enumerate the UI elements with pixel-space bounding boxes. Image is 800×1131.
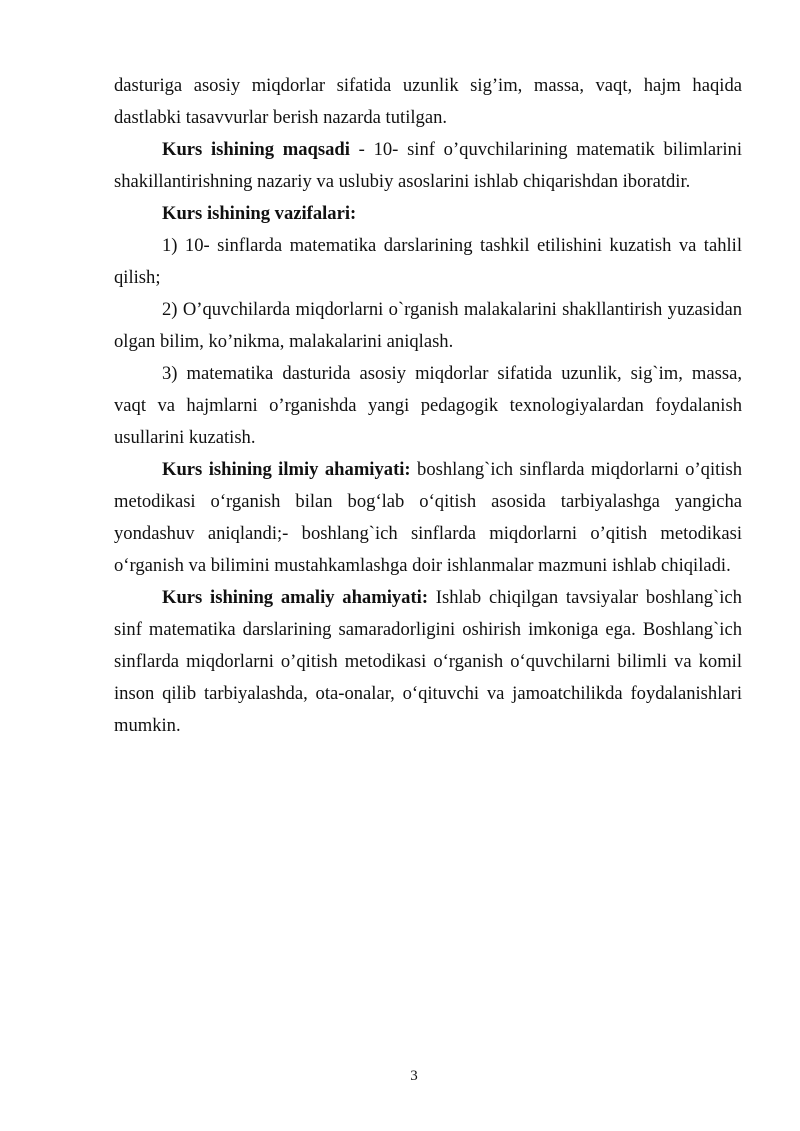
paragraph-task-2 — [114, 294, 742, 358]
paragraph-text: 2) O’quvchilarda miqdorlarni o`rganish malakalarini shakllantirish yuzasidan olgan bilim, ko’nikma, malakalarini aniqlash. — [114, 299, 742, 352]
paragraph-text: Ishlab chiqilgan tavsiyalar boshlang`ich sinf matematika darslarining samaradorligini oshirish imkoniga ega. Boshlang`ich sinflarda miqdorlarni o’qitish metodikasi o‘rganish o‘quvchilarni bilimli va komil inson qilib tarbiyalashda, ota-onalar, o‘qituvchi va jamoatchilikda foydalanishlari mumkin. — [114, 587, 742, 736]
paragraph-text: 3) matematika dasturida asosiy miqdorlar sifatida uzunlik, sig`im, massa, vaqt va hajmlarni o’rganishda yangi pedagogik texnologiyalardan foydalanish usullarini kuzatish. — [114, 363, 742, 448]
paragraph-tasks-heading — [114, 198, 742, 230]
document-body — [114, 70, 742, 742]
paragraph-heading: Kurs ishining ilmiy ahamiyati: — [162, 459, 411, 480]
paragraph-task-3 — [114, 358, 742, 454]
paragraph-goal — [114, 134, 742, 198]
paragraph-practical-significance — [114, 582, 742, 742]
paragraph-text: dasturiga asosiy miqdorlar sifatida uzunlik sig’im, massa, vaqt, hajm haqida dastlabki tasavvurlar berish nazarda tutilgan. — [114, 75, 742, 128]
paragraph-task-1 — [114, 230, 742, 294]
page-number: 3 — [410, 1068, 418, 1084]
paragraph-heading: Kurs ishining vazifalari: — [162, 203, 357, 224]
paragraph-text: boshlang`ich sinflarda miqdorlarni o’qitish metodikasi o‘rganish bilan bog‘lab o‘qitish asosida tarbiyalashga yangicha yondashuv aniqlandi;- boshlang`ich sinflarda miqdorlarni o’qitish metodikasi o‘rganish va bilimini mustahkamlashga doir ishlanmalar mazmuni ishlab chiqiladi. — [114, 459, 742, 576]
paragraph-continuation — [114, 70, 742, 134]
paragraph-heading: Kurs ishining maqsadi — [162, 139, 350, 160]
paragraph-heading: Kurs ishining amaliy ahamiyati: — [162, 587, 429, 608]
paragraph-scientific-significance — [114, 454, 742, 582]
paragraph-text: - 10- sinf o’quvchilarining matematik bilimlarini shakillantirishning nazariy va uslubiy asoslarini ishlab chiqarishdan iboratdir. — [114, 139, 743, 192]
paragraph-text: 1) 10- sinflarda matematika darslarining tashkil etilishini kuzatish va tahlil qilish; — [114, 235, 742, 288]
